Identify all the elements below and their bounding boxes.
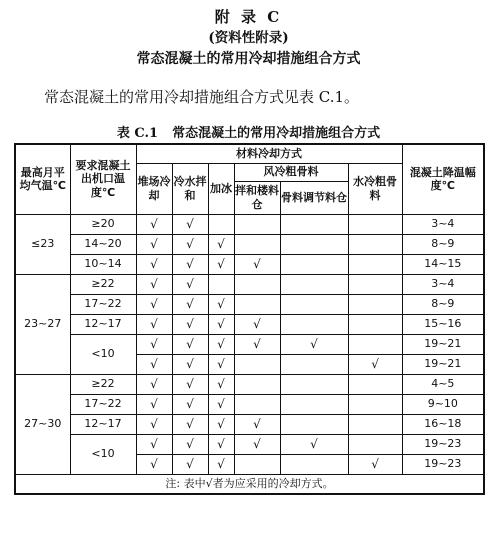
cooling-mark-cell: √ xyxy=(208,334,234,354)
cooling-mark-cell xyxy=(280,394,348,414)
cooling-mark-cell: √ xyxy=(234,314,280,334)
cooling-mark-cell: √ xyxy=(234,334,280,354)
cooling-mark-cell: √ xyxy=(208,434,234,454)
cooling-mark-cell xyxy=(234,454,280,474)
cooling-mark-cell: √ xyxy=(172,274,208,294)
cooling-mark-cell: √ xyxy=(234,414,280,434)
cooling-mark-cell: √ xyxy=(280,334,348,354)
cooling-mark-cell xyxy=(234,374,280,394)
table-row xyxy=(15,254,484,274)
temp-drop-cell: 19~21 xyxy=(402,354,484,374)
outlet-temp-cell: 12~17 xyxy=(70,414,136,434)
temp-drop-cell: 19~21 xyxy=(402,334,484,354)
outlet-temp-cell: 17~22 xyxy=(70,394,136,414)
header-ice: 加冰 xyxy=(208,163,234,214)
cooling-mark-cell: √ xyxy=(136,214,172,234)
header-outlet-temp: 要求混凝土出机口温度℃ xyxy=(70,144,136,214)
cooling-mark-cell: √ xyxy=(136,254,172,274)
cooling-mark-cell xyxy=(348,374,402,394)
cooling-mark-cell xyxy=(234,354,280,374)
air-temp-cell: 27~30 xyxy=(15,374,70,474)
cooling-mark-cell: √ xyxy=(208,294,234,314)
cooling-mark-cell xyxy=(348,234,402,254)
table-row xyxy=(15,394,484,414)
temp-drop-cell: 4~5 xyxy=(402,374,484,394)
header-air-cooling-coarse: 风冷粗骨料 xyxy=(234,163,348,181)
air-temp-cell: ≤23 xyxy=(15,214,70,274)
cooling-mark-cell xyxy=(280,274,348,294)
cooling-mark-cell: √ xyxy=(208,314,234,334)
table-row xyxy=(15,374,484,394)
cooling-mark-cell xyxy=(234,274,280,294)
appendix-heading: 附 录 C xyxy=(214,8,283,26)
cooling-mark-cell: √ xyxy=(136,334,172,354)
table-note-row xyxy=(15,474,484,494)
table-note: 注: 表中√者为应采用的冷却方式。 xyxy=(15,474,484,494)
table-row xyxy=(15,434,484,454)
air-temp-cell: 23~27 xyxy=(15,274,70,374)
cooling-mark-cell: √ xyxy=(136,294,172,314)
cooling-mark-cell: √ xyxy=(136,434,172,454)
temp-drop-cell: 16~18 xyxy=(402,414,484,434)
outlet-temp-cell: 12~17 xyxy=(70,314,136,334)
header-temp-drop: 混凝土降温幅度℃ xyxy=(402,144,484,214)
cooling-mark-cell: √ xyxy=(136,374,172,394)
temp-drop-cell: 19~23 xyxy=(402,434,484,454)
cooling-mark-cell xyxy=(280,374,348,394)
cooling-mark-cell: √ xyxy=(208,454,234,474)
cooling-mark-cell: √ xyxy=(234,254,280,274)
cooling-mark-cell: √ xyxy=(172,434,208,454)
cooling-mark-cell xyxy=(348,274,402,294)
cooling-mark-cell: √ xyxy=(172,374,208,394)
table-caption-title: 常态混凝土的常用冷却措施组合方式 xyxy=(172,126,381,141)
cooling-mark-cell: √ xyxy=(280,434,348,454)
table-row xyxy=(15,334,484,354)
table-row xyxy=(15,274,484,294)
cooling-mark-cell xyxy=(348,434,402,454)
cooling-mark-cell: √ xyxy=(172,234,208,254)
temp-drop-cell: 3~4 xyxy=(402,214,484,234)
appendix-title: 常态混凝土的常用冷却措施组合方式 xyxy=(136,51,361,67)
intro-paragraph: 常态混凝土的常用冷却措施组合方式见表 C.1。 xyxy=(44,88,360,106)
cooling-mark-cell xyxy=(280,234,348,254)
cooling-mark-cell: √ xyxy=(172,414,208,434)
cooling-mark-cell: √ xyxy=(348,354,402,374)
temp-drop-cell: 3~4 xyxy=(402,274,484,294)
cooling-mark-cell: √ xyxy=(172,314,208,334)
header-cold-water-mixing: 冷水拌和 xyxy=(172,163,208,214)
cooling-mark-cell xyxy=(280,294,348,314)
cooling-mark-cell: √ xyxy=(172,254,208,274)
cooling-mark-cell xyxy=(348,254,402,274)
outlet-temp-cell: ≥20 xyxy=(70,214,136,234)
cooling-mark-cell: √ xyxy=(234,434,280,454)
temp-drop-cell: 8~9 xyxy=(402,294,484,314)
cooling-mark-cell: √ xyxy=(136,414,172,434)
cooling-mark-cell xyxy=(234,234,280,254)
outlet-temp-cell: ≥22 xyxy=(70,274,136,294)
outlet-temp-cell: <10 xyxy=(70,334,136,374)
cooling-mark-cell: √ xyxy=(172,334,208,354)
table-row xyxy=(15,234,484,254)
table-row xyxy=(15,314,484,334)
cooling-mark-cell xyxy=(348,214,402,234)
header-pile-cooling: 堆场冷却 xyxy=(136,163,172,214)
cooling-mark-cell xyxy=(234,394,280,414)
cooling-mark-cell: √ xyxy=(172,454,208,474)
table-row xyxy=(15,214,484,234)
cooling-mark-cell xyxy=(348,314,402,334)
temp-drop-cell: 19~23 xyxy=(402,454,484,474)
table-row xyxy=(15,294,484,314)
outlet-temp-cell: ≥22 xyxy=(70,374,136,394)
cooling-mark-cell: √ xyxy=(208,394,234,414)
cooling-mark-cell: √ xyxy=(208,414,234,434)
outlet-temp-cell: 14~20 xyxy=(70,234,136,254)
cooling-mark-cell xyxy=(348,414,402,434)
temp-drop-cell: 9~10 xyxy=(402,394,484,414)
cooling-measures-table xyxy=(14,143,485,495)
header-mixing-tower-silo: 拌和楼料仓 xyxy=(234,181,280,214)
outlet-temp-cell: 10~14 xyxy=(70,254,136,274)
header-water-cooling-coarse: 水冷粗骨料 xyxy=(348,163,402,214)
cooling-mark-cell: √ xyxy=(136,354,172,374)
cooling-mark-cell xyxy=(280,414,348,434)
cooling-mark-cell: √ xyxy=(136,274,172,294)
cooling-mark-cell xyxy=(234,294,280,314)
cooling-mark-cell xyxy=(280,254,348,274)
cooling-mark-cell xyxy=(280,314,348,334)
cooling-mark-cell: √ xyxy=(208,234,234,254)
outlet-temp-cell: <10 xyxy=(70,434,136,474)
cooling-mark-cell xyxy=(208,214,234,234)
cooling-mark-cell xyxy=(280,214,348,234)
cooling-mark-cell: √ xyxy=(136,234,172,254)
cooling-mark-cell xyxy=(348,294,402,314)
cooling-mark-cell: √ xyxy=(136,314,172,334)
cooling-mark-cell: √ xyxy=(208,254,234,274)
cooling-mark-cell: √ xyxy=(172,394,208,414)
cooling-mark-cell: √ xyxy=(136,394,172,414)
cooling-mark-cell xyxy=(348,394,402,414)
table-row xyxy=(15,414,484,434)
header-max-monthly-temp: 最高月平均气温℃ xyxy=(15,144,70,214)
cooling-mark-cell xyxy=(280,354,348,374)
cooling-mark-cell xyxy=(280,454,348,474)
table-caption-number: 表 C.1 xyxy=(116,126,159,141)
table-caption xyxy=(0,122,497,141)
outlet-temp-cell: 17~22 xyxy=(70,294,136,314)
cooling-mark-cell: √ xyxy=(208,354,234,374)
cooling-mark-cell: √ xyxy=(348,454,402,474)
header-material-cooling: 材料冷却方式 xyxy=(136,144,402,163)
temp-drop-cell: 8~9 xyxy=(402,234,484,254)
cooling-mark-cell: √ xyxy=(208,374,234,394)
cooling-mark-cell xyxy=(348,334,402,354)
cooling-mark-cell: √ xyxy=(172,354,208,374)
temp-drop-cell: 14~15 xyxy=(402,254,484,274)
cooling-mark-cell xyxy=(234,214,280,234)
appendix-nature: (资料性附录) xyxy=(208,30,289,46)
cooling-mark-cell: √ xyxy=(136,454,172,474)
cooling-mark-cell: √ xyxy=(172,294,208,314)
temp-drop-cell: 15~16 xyxy=(402,314,484,334)
cooling-mark-cell xyxy=(208,274,234,294)
header-aggregate-silo: 骨料调节料仓 xyxy=(280,181,348,214)
cooling-mark-cell: √ xyxy=(172,214,208,234)
